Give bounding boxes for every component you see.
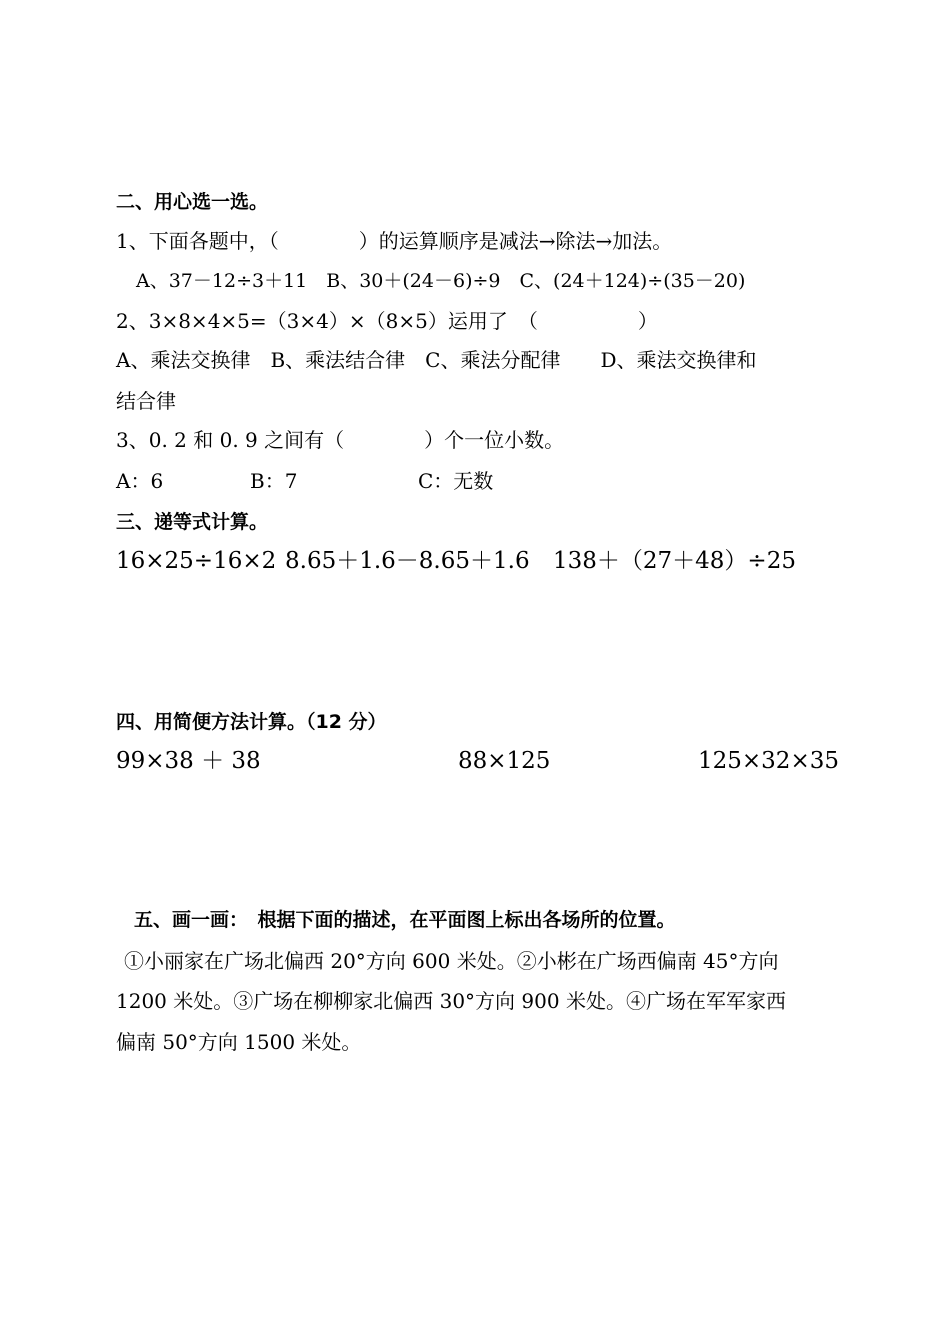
section3-expr3: 138＋（27＋48）÷25	[553, 548, 796, 574]
q1-stem: 1、下面各题中，（ ）的运算顺序是减法→除法→加法。	[116, 229, 673, 253]
q2-options-line2: 结合律	[116, 389, 176, 413]
q3-stem: 3、0. 2 和 0. 9 之间有（ ）个一位小数。	[116, 428, 565, 452]
q2-stem: 2、3×8×4×5=（3×4）×（8×5）运用了 （ ）	[116, 309, 658, 333]
q2-options-line1: A、乘法交换律 B、乘法结合律 C、乘法分配律 D、乘法交换律和	[116, 348, 757, 372]
q3-option-b: B：7	[250, 469, 298, 493]
q3-option-c: C：无数	[418, 469, 494, 493]
section3-expr1: 16×25÷16×2	[116, 548, 277, 574]
section5-line1: ①小丽家在广场北偏西 20°方向 600 米处。②小彬在广场西偏南 45°方向	[124, 949, 779, 973]
q1-options: A、37－12÷3＋11 B、30＋(24－6)÷9 C、(24＋124)÷(35－20)	[136, 270, 746, 292]
section4-expr1: 99×38 ＋ 38	[116, 748, 261, 774]
section4-heading: 四、用简便方法计算。（12 分）	[116, 711, 387, 733]
q3-option-a: A：6	[116, 469, 164, 493]
section4-expr3: 125×32×35	[698, 748, 839, 774]
section4-expr2: 88×125	[458, 748, 551, 774]
section3-heading: 三、递等式计算。	[116, 511, 269, 533]
section2-heading: 二、用心选一选。	[116, 191, 269, 213]
section3-expr2: 8.65＋1.6－8.65＋1.6	[285, 548, 530, 574]
section5-line3: 偏南 50°方向 1500 米处。	[116, 1030, 362, 1054]
section5-line2: 1200 米处。③广场在柳柳家北偏西 30°方向 900 米处。④广场在军军家西	[116, 989, 786, 1013]
section5-heading: 五、画一画： 根据下面的描述，在平面图上标出各场所的位置。	[134, 909, 676, 931]
